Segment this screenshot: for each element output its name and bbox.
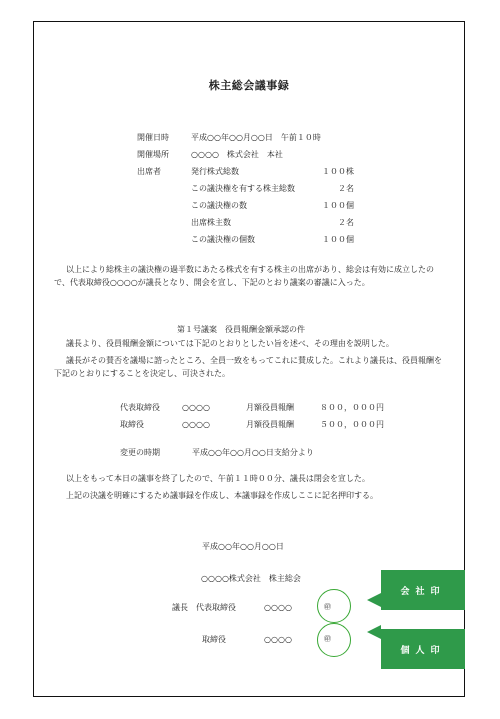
- attendee-row-label: 出席株主数: [191, 218, 231, 227]
- signer-name: ○○○○: [264, 603, 292, 612]
- sign-date: 平成○○年○○月○○日: [202, 542, 284, 551]
- place-value: ○○○○ 株式会社 本社: [191, 150, 283, 159]
- comp-amount: ５００，０００円: [320, 420, 384, 429]
- company-name: ○○○○株式会社 株主総会: [201, 574, 301, 583]
- comp-role: 代表取締役: [120, 403, 160, 412]
- seal-mark: ㊞: [324, 635, 331, 643]
- company-seal-callout: 会社印: [381, 570, 465, 610]
- change-value: 平成○○年○○月○○日支給分より: [192, 448, 314, 457]
- comp-name: ○○○○: [182, 420, 210, 429]
- comp-role: 取締役: [120, 420, 144, 429]
- comp-name: ○○○○: [182, 403, 210, 412]
- attendee-row-value: １００個: [322, 201, 354, 210]
- attendees-label: 出席者: [137, 167, 161, 176]
- signer-role: 取締役: [202, 635, 226, 644]
- agenda-paragraph: 議長より、役員報酬金額については下記のとおりとしたい旨を述べ、その理由を説明した。: [66, 339, 394, 348]
- attendee-row-label: この議決権の数: [191, 201, 247, 210]
- seal-mark: ㊞: [324, 603, 331, 611]
- comp-amount: ８００，０００円: [320, 403, 384, 412]
- company-seal-callout-pointer: [367, 593, 381, 607]
- personal-seal-callout-pointer: [367, 625, 381, 639]
- date-value: 平成○○年○○月○○日 午前１０時: [191, 133, 321, 142]
- attendee-row-value: ２名: [338, 184, 354, 193]
- attendee-row-value: １００個: [322, 235, 354, 244]
- comp-label: 月額役員報酬: [246, 403, 294, 412]
- attendee-row-label: 発行株式総数: [191, 167, 239, 176]
- agenda-paragraph: 議長がその賛否を議場に諮ったところ、全員一致をもってこれに賛成した。これより議長は、役員報酬を下記のとおりにすることを決定し、可決された。: [54, 356, 442, 378]
- date-label: 開催日時: [137, 133, 169, 142]
- place-label: 開催場所: [137, 150, 169, 159]
- closing-paragraph: 以上をもって本日の議事を終了したので、午前１１時００分、議長は閉会を宣した。: [66, 474, 370, 483]
- signer-name: ○○○○: [264, 635, 292, 644]
- intro-paragraph: 以上により総株主の議決権の過半数にあたる株式を有する株主の出席があり、総会は有効に成立したので、代表取締役○○○○が議長となり、開会を宣し、下記のとおり議案の審議に入った。: [54, 265, 434, 287]
- attendee-row-label: この議決権の個数: [191, 235, 255, 244]
- signer-role: 議長 代表取締役: [172, 603, 236, 612]
- document-title: 株主総会議事録: [208, 79, 290, 92]
- agenda-heading: 第１号議案 役員報酬金額承認の件: [177, 325, 305, 334]
- attendee-row-label: この議決権を有する株主総数: [191, 184, 295, 193]
- attendee-row-value: １００株: [322, 167, 354, 176]
- change-label: 変更の時期: [120, 448, 160, 457]
- company-seal-stamp: [317, 589, 351, 623]
- attendee-row-value: ２名: [338, 218, 354, 227]
- personal-seal-callout: 個人印: [381, 629, 465, 669]
- closing-paragraph: 上記の決議を明確にするため議事録を作成し、本議事録を作成しここに記名押印する。: [66, 491, 378, 500]
- comp-label: 月額役員報酬: [246, 420, 294, 429]
- personal-seal-stamp: [317, 623, 351, 657]
